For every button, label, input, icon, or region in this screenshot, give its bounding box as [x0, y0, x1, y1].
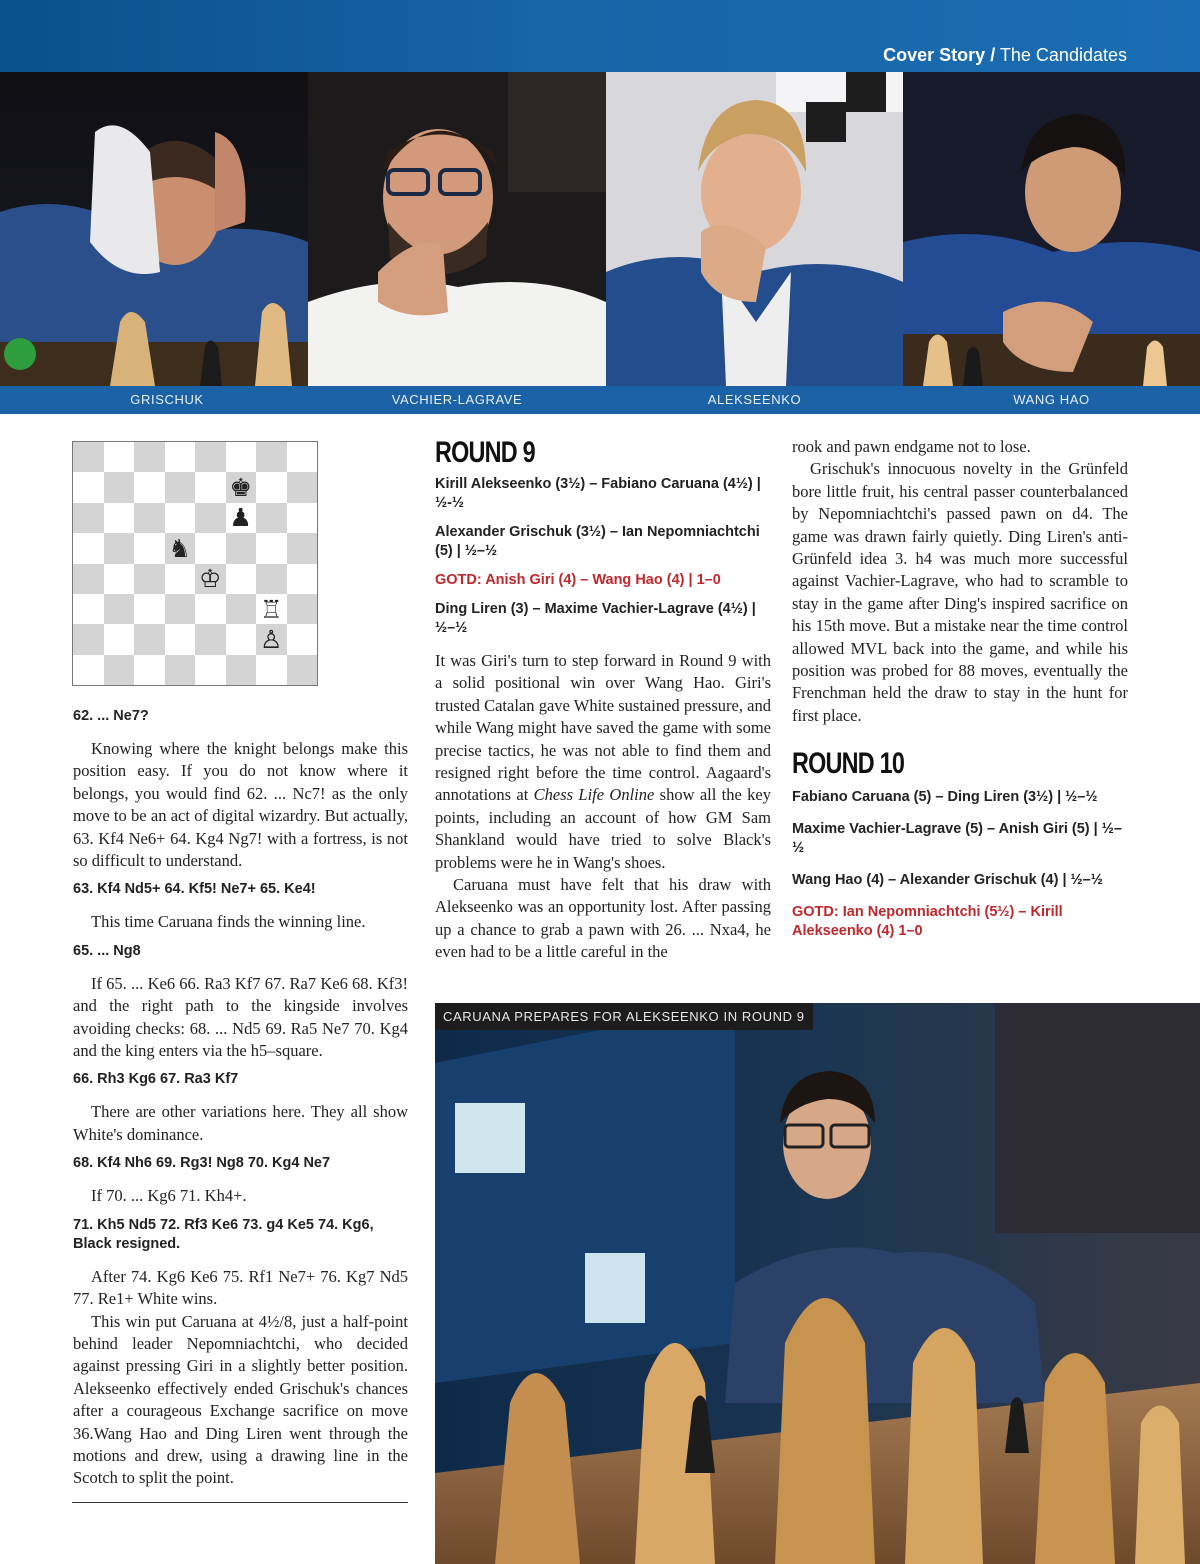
square-b2 — [104, 624, 135, 654]
result-line: Maxime Vachier-Lagrave (5) – Anish Giri (5) | ½–½ — [792, 821, 1122, 857]
square-h3 — [287, 594, 318, 624]
game-of-the-day: GOTD: Anish Giri (4) – Wang Hao (4) | 1–0 — [435, 572, 721, 588]
square-c8 — [134, 442, 165, 472]
square-a5 — [73, 533, 104, 563]
square-b4 — [104, 564, 135, 594]
paragraph-text: show all the key points, including an account of how GM Sam Shankland would have tried to solve Black's problems were he in Wang's shoes. — [435, 785, 772, 872]
result-line: Alexander Grischuk (3½) – Ian Nepomniachtchi (5) | ½–½ — [435, 524, 760, 559]
square-h6 — [287, 503, 318, 533]
result-line: Fabiano Caruana (5) – Ding Liren (3½) | ½–½ — [792, 789, 1098, 806]
square-b3 — [104, 594, 135, 624]
square-h1 — [287, 655, 318, 685]
square-g7 — [256, 472, 287, 502]
square-b1 — [104, 655, 135, 685]
result-line: Wang Hao (4) – Alexander Grischuk (4) | ½–½ — [792, 872, 1103, 889]
paragraph: Grischuk's innocuous novelty in the Grünfeld bore little fruit, his central passer counterbalanced by Nepomniachtchi's passed pawn on d4. The game was drawn fairly quietly. Ding Liren's anti-Grünfeld idea 3. h4 was much more successful against Vachier-Lagrave, who had to scramble to stay in the game after Ding's inspired sacrifice on his 15th move. But a mistake near the time control allowed MVL back into the game, and while his position was probed for 88 moves, eventually the Frenchman held the draw to stay in the hunt for first place. — [792, 459, 1128, 725]
square-e6 — [195, 503, 226, 533]
white-rook-icon: ♖ — [260, 594, 283, 624]
section-header — [883, 45, 1127, 66]
middle-column — [435, 436, 771, 964]
move-line: 63. Kf4 Nd5+ 64. Kf5! Ne7+ 65. Ke4! — [73, 881, 316, 898]
square-e3 — [195, 594, 226, 624]
square-h2 — [287, 624, 318, 654]
square-h8 — [287, 442, 318, 472]
square-d2 — [165, 624, 196, 654]
square-h7 — [287, 472, 318, 502]
paragraph-text: It was Giri's turn to step forward in Round 9 with a solid positional win over Wang Hao. Giri's trusted Catalan gave White sustained pressure, and while Wang might have saved the game with some precise tactics, he was not able to find them and resigned right before the time control. Aagaard's annotations at — [435, 651, 771, 805]
player-photo-strip — [0, 72, 1200, 386]
photo-vachier-lagrave — [308, 72, 606, 386]
caption-wang-hao: WANG HAO — [1013, 392, 1090, 407]
square-g8 — [256, 442, 287, 472]
square-d1 — [165, 655, 196, 685]
square-d8 — [165, 442, 196, 472]
paragraph: After 74. Kg6 Ke6 75. Rf1 Ne7+ 76. Kg7 Nd5 77. Re1+ White wins. — [73, 1266, 408, 1309]
square-f2 — [226, 624, 257, 654]
paragraph: rook and pawn endgame not to lose. — [792, 437, 1031, 456]
move-line: 66. Rh3 Kg6 67. Ra3 Kf7 — [73, 1071, 239, 1088]
square-c2 — [134, 624, 165, 654]
section-separator: / — [990, 45, 996, 65]
square-f8 — [226, 442, 257, 472]
round-9-results — [435, 475, 771, 638]
square-e8 — [195, 442, 226, 472]
paragraph: Knowing where the knight belongs make this position easy. If you do not know where it belongs, you would find 62. ... Nc7! as the only move to be an act of digital wizardry. But actually, 63. Kf4 Ne6+ 64. Kg4 Ng7! with a fortress, is not so difficult to understand. — [73, 739, 408, 871]
caption-grischuk: GRISCHUK — [130, 392, 204, 407]
round-9-heading: ROUND 9 — [435, 436, 535, 469]
paragraph — [435, 650, 771, 874]
square-e1 — [195, 655, 226, 685]
square-d5 — [165, 533, 196, 563]
white-pawn-icon: ♙ — [260, 624, 283, 654]
square-c3 — [134, 594, 165, 624]
paragraph: This win put Caruana at 4½/8, just a half-point behind leader Nepomniachtchi, who decided against pressing Giri in a slightly better position. Alekseenko effectively ended Grischuk's chances after a courageous Exchange sacrifice on move 36.Wang Hao and Ding Liren went through the motions and drew, using a drawing line in the Scotch to split the point. — [73, 1311, 408, 1488]
square-a7 — [73, 472, 104, 502]
square-g5 — [256, 533, 287, 563]
round-10-heading: ROUND 10 — [792, 747, 905, 781]
photo-grischuk — [0, 72, 308, 386]
square-a1 — [73, 655, 104, 685]
photo-caption-caruana: CARUANA PREPARES FOR ALEKSEENKO IN ROUND 9 — [435, 1003, 813, 1030]
white-king-icon: ♔ — [199, 564, 222, 594]
square-b8 — [104, 442, 135, 472]
paragraph: If 70. ... Kg6 71. Kh4+. — [91, 1186, 247, 1206]
square-e7 — [195, 472, 226, 502]
section-topic: The Candidates — [999, 45, 1127, 65]
chess-diagram — [72, 441, 318, 686]
caption-alekseenko: ALEKSEENKO — [707, 392, 802, 407]
square-b7 — [104, 472, 135, 502]
square-f4 — [226, 564, 257, 594]
square-c5 — [134, 533, 165, 563]
right-column — [792, 436, 1128, 941]
square-d7 — [165, 472, 196, 502]
square-h4 — [287, 564, 318, 594]
square-a2 — [73, 624, 104, 654]
square-g3 — [256, 594, 287, 624]
move-line: 68. Kf4 Nh6 69. Rg3! Ng8 70. Kg4 Ne7 — [73, 1155, 331, 1172]
black-pawn-icon: ♟ — [229, 503, 252, 533]
section-name: Cover Story — [883, 45, 986, 65]
square-f5 — [226, 533, 257, 563]
square-f1 — [226, 655, 257, 685]
black-knight-icon: ♞ — [168, 533, 191, 563]
square-e4 — [195, 564, 226, 594]
move-line: 65. ... Ng8 — [73, 942, 141, 959]
chess-life-online-ref: Chess Life Online — [533, 785, 655, 805]
square-a3 — [73, 594, 104, 624]
square-d6 — [165, 503, 196, 533]
square-c4 — [134, 564, 165, 594]
square-a4 — [73, 564, 104, 594]
result-line: Kirill Alekseenko (3½) – Fabiano Caruana (4½) | ½-½ — [435, 476, 761, 511]
square-d3 — [165, 594, 196, 624]
square-e5 — [195, 533, 226, 563]
column-end-rule — [72, 1502, 408, 1503]
square-g2 — [256, 624, 287, 654]
header-bar — [0, 0, 1200, 72]
square-c1 — [134, 655, 165, 685]
left-column — [73, 707, 408, 1490]
photo-caruana — [435, 1003, 1200, 1564]
square-b5 — [104, 533, 135, 563]
square-b6 — [104, 503, 135, 533]
square-g4 — [256, 564, 287, 594]
square-c7 — [134, 472, 165, 502]
square-f3 — [226, 594, 257, 624]
result-line: Ding Liren (3) – Maxime Vachier-Lagrave (4½) | ½–½ — [435, 601, 756, 636]
photo-caption-bar — [0, 386, 1200, 414]
square-c6 — [134, 503, 165, 533]
move-line: 71. Kh5 Nd5 72. Rf3 Ke6 73. g4 Ke5 74. Kg6, Black resigned. — [73, 1216, 374, 1252]
photo-alekseenko — [606, 72, 903, 386]
round-10-results — [792, 788, 1128, 941]
square-g1 — [256, 655, 287, 685]
square-e2 — [195, 624, 226, 654]
paragraph: This time Caruana finds the winning line. — [91, 912, 366, 932]
square-h5 — [287, 533, 318, 563]
square-g6 — [256, 503, 287, 533]
square-f7 — [226, 472, 257, 502]
square-f6 — [226, 503, 257, 533]
game-of-the-day: GOTD: Ian Nepomniachtchi (5½) – Kirill Alekseenko (4) 1–0 — [792, 904, 1063, 940]
photo-wang-hao — [903, 72, 1200, 386]
paragraph: There are other variations here. They all show White's dominance. — [73, 1102, 408, 1144]
paragraph: If 65. ... Ke6 66. Ra3 Kf7 67. Ra7 Ke6 68. Kf3! and the right path to the kingside involves avoiding checks: 68. ... Nd5 69. Ra5 Ne7 70. Kg4 and the king enters via the h5–square. — [73, 973, 408, 1061]
caption-vachier-lagrave: VACHIER-LAGRAVE — [391, 392, 523, 407]
move-line: 62. ... Ne7? — [73, 708, 149, 724]
black-king-icon: ♚ — [229, 473, 252, 503]
square-a8 — [73, 442, 104, 472]
square-a6 — [73, 503, 104, 533]
paragraph: Caruana must have felt that his draw with Alekseenko was an opportunity lost. After passing up a chance to grab a pawn with 26. ... Nxa4, he even had to be a little careful in the — [435, 875, 771, 962]
square-d4 — [165, 564, 196, 594]
